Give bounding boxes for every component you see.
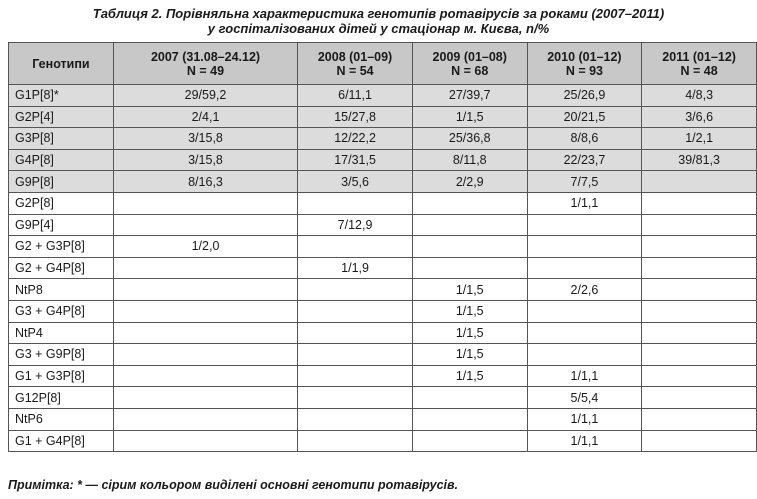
value-cell [298,430,413,452]
column-header-2008 [298,43,413,85]
value-cell [113,365,297,387]
table-row [9,430,757,452]
value-cell [412,214,527,236]
genotype-name-cell: NtP8 [9,279,114,301]
value-cell: 39/81,3 [642,149,757,171]
value-cell: 3/5,6 [298,171,413,193]
table-row [9,171,757,193]
value-cell [113,344,297,366]
caption-line-1: Таблиця 2. Порівняльна характеристика генотипів ротавірусів за роками (2007–2011) [92,6,665,21]
value-cell [412,257,527,279]
column-title: 2010 (01–12) [547,49,622,64]
value-cell: 7/12,9 [298,214,413,236]
value-cell: 25/36,8 [412,128,527,150]
value-cell: 1/1,5 [412,300,527,322]
column-n: N = 93 [565,63,604,78]
genotype-name-cell: G4P[8] [9,149,114,171]
table-row [9,85,757,107]
value-cell [642,192,757,214]
column-title: 2011 (01–12) [662,49,736,64]
genotype-name-cell: G1 + G3P[8] [9,365,114,387]
genotype-name-cell: G3 + G9P[8] [9,344,114,366]
table-row [9,106,757,128]
column-header-2009 [412,43,527,85]
value-cell: 22/23,7 [527,149,642,171]
value-cell: 1/1,9 [298,257,413,279]
value-cell [527,322,642,344]
value-cell: 12/22,2 [298,128,413,150]
value-cell [412,192,527,214]
table-row [9,344,757,366]
column-header-2011 [642,43,757,85]
column-n: N = 54 [336,63,374,78]
table-row [9,236,757,258]
value-cell [113,300,297,322]
genotype-name-cell: G9P[4] [9,214,114,236]
column-header-2007 [113,43,297,85]
value-cell [298,236,413,258]
table-row [9,149,757,171]
value-cell [642,344,757,366]
column-n: N = 68 [451,63,489,78]
value-cell [642,430,757,452]
value-cell [113,257,297,279]
value-cell [298,387,413,409]
value-cell: 29/59,2 [113,85,297,107]
value-cell [412,387,527,409]
value-cell: 1/1,1 [527,365,642,387]
value-cell [642,214,757,236]
column-title: 2008 (01–09) [317,49,393,64]
value-cell [412,408,527,430]
genotype-name-cell: G2 + G3P[8] [9,236,114,258]
value-cell: 3/15,8 [113,128,297,150]
value-cell [113,192,297,214]
value-cell: 2/2,6 [527,279,642,301]
value-cell: 5/5,4 [527,387,642,409]
value-cell: 25/26,9 [527,85,642,107]
value-cell [412,236,527,258]
value-cell [527,214,642,236]
value-cell [642,365,757,387]
column-header-genotype [9,43,114,85]
genotype-name-cell: G9P[8] [9,171,114,193]
value-cell [642,387,757,409]
genotype-name-cell: G2P[8] [9,192,114,214]
value-cell: 8/16,3 [113,171,297,193]
table-row [9,322,757,344]
table-row [9,279,757,301]
value-cell: 1/1,5 [412,344,527,366]
value-cell [642,279,757,301]
table-row [9,128,757,150]
value-cell [113,279,297,301]
table-row [9,214,757,236]
value-cell: 15/27,8 [298,106,413,128]
value-cell: 1/1,5 [412,106,527,128]
value-cell: 27/39,7 [412,85,527,107]
table-caption [0,6,757,36]
value-cell: 3/15,8 [113,149,297,171]
value-cell [298,365,413,387]
value-cell: 1/1,1 [527,430,642,452]
value-cell: 2/2,9 [412,171,527,193]
value-cell [298,408,413,430]
value-cell: 1/1,1 [527,192,642,214]
table-row [9,408,757,430]
value-cell [298,279,413,301]
value-cell [298,322,413,344]
value-cell [113,387,297,409]
genotype-name-cell: G1P[8]* [9,85,114,107]
value-cell [642,408,757,430]
caption-line-2: у госпіталізованих дітей у стаціонар м. Києва, n/% [207,21,550,36]
value-cell: 1/1,1 [527,408,642,430]
value-cell: 1/2,0 [113,236,297,258]
table-body [9,85,757,452]
genotype-name-cell: G2P[4] [9,106,114,128]
value-cell [113,214,297,236]
value-cell: 20/21,5 [527,106,642,128]
column-title: 2009 (01–08) [432,49,507,64]
value-cell [642,171,757,193]
value-cell [298,344,413,366]
column-title: Генотипи [32,56,90,71]
genotype-name-cell: G1 + G4P[8] [9,430,114,452]
value-cell [527,236,642,258]
column-title: 2007 (31.08–24.12) [150,49,261,64]
value-cell [412,430,527,452]
value-cell: 8/8,6 [527,128,642,150]
value-cell [642,322,757,344]
value-cell: 3/6,6 [642,106,757,128]
table-row [9,365,757,387]
table-row [9,387,757,409]
table-row [9,192,757,214]
value-cell [642,236,757,258]
value-cell [527,300,642,322]
value-cell [113,408,297,430]
genotype-name-cell: NtP6 [9,408,114,430]
value-cell: 1/2,1 [642,128,757,150]
value-cell: 17/31,5 [298,149,413,171]
value-cell [298,192,413,214]
value-cell: 2/4,1 [113,106,297,128]
value-cell [113,322,297,344]
table-row [9,257,757,279]
value-cell: 4/8,3 [642,85,757,107]
value-cell [642,300,757,322]
genotype-table [8,42,757,452]
value-cell [527,257,642,279]
genotype-name-cell: G3 + G4P[8] [9,300,114,322]
value-cell: 1/1,5 [412,365,527,387]
genotype-name-cell: G12P[8] [9,387,114,409]
value-cell: 1/1,5 [412,279,527,301]
value-cell [642,257,757,279]
value-cell: 8/11,8 [412,149,527,171]
column-n: N = 48 [680,63,718,78]
genotype-name-cell: G2 + G4P[8] [9,257,114,279]
table-row [9,300,757,322]
table-footnote: Примітка: * — сірим кольором виділені основні генотипи ротавірусів. [8,478,459,492]
value-cell: 7/7,5 [527,171,642,193]
value-cell: 1/1,5 [412,322,527,344]
column-n: N = 49 [186,63,225,78]
value-cell [298,300,413,322]
genotype-name-cell: NtP4 [9,322,114,344]
value-cell [527,344,642,366]
value-cell [113,430,297,452]
column-header-2010 [527,43,642,85]
value-cell: 6/11,1 [298,85,413,107]
genotype-name-cell: G3P[8] [9,128,114,150]
table-header-row [9,43,757,85]
